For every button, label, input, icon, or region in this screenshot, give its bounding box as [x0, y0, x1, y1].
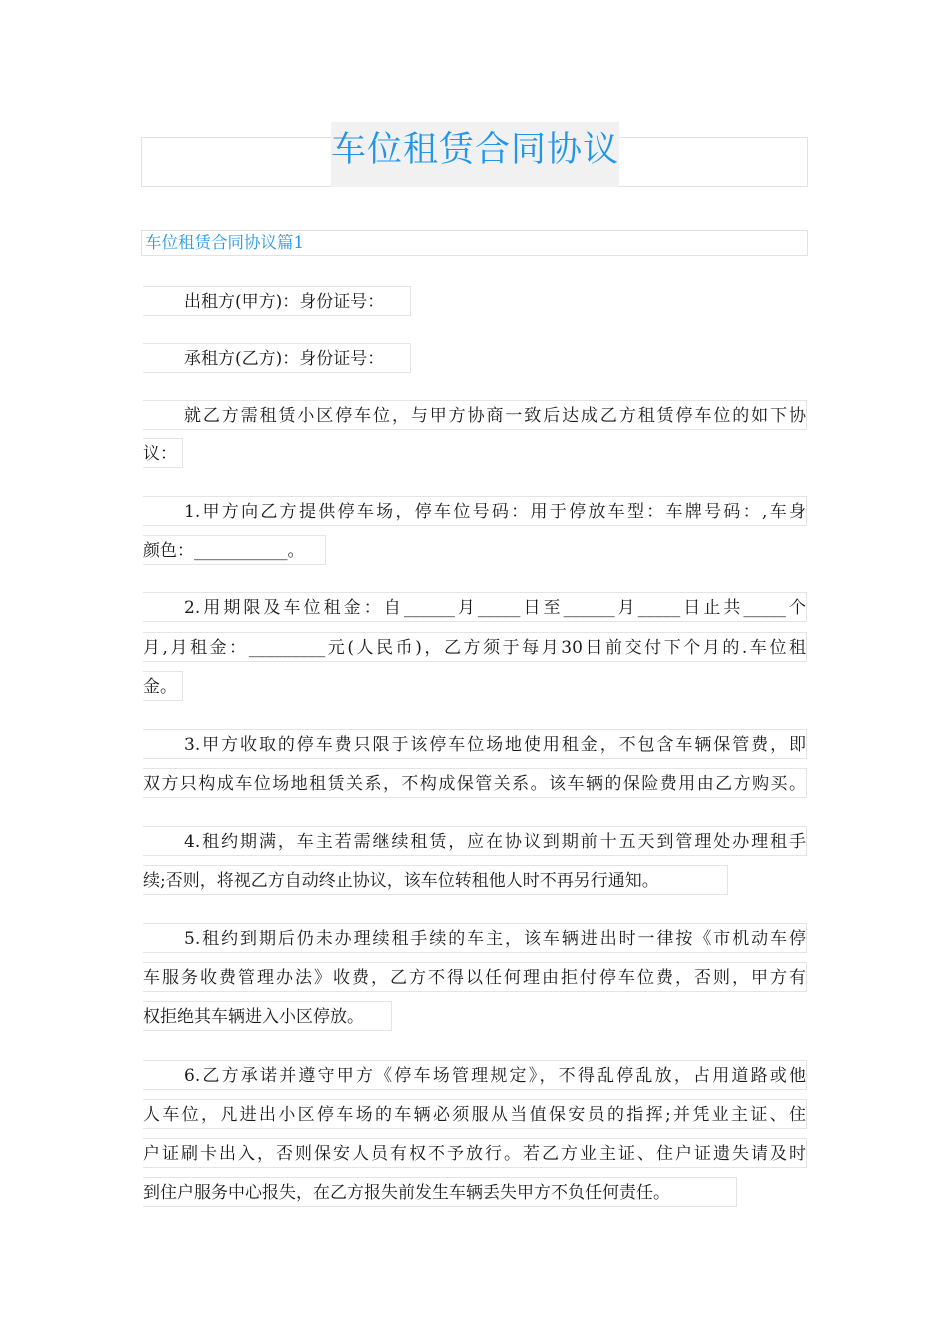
clause-5-line-2: 车服务收费管理办法》收费，乙方不得以任何理由拒付停车位费，否则，甲方有	[143, 962, 807, 992]
lessor-line: 出租方(甲方)：身份证号：	[143, 286, 411, 316]
clause-5-line-3: 权拒绝其车辆进入小区停放。	[143, 1001, 392, 1031]
clause-2-line-1: 2.用期限及车位租金：自______月_____日至______月_____日止共_____个	[143, 592, 807, 622]
clause-6-line-1: 6.乙方承诺并遵守甲方《停车场管理规定》，不得乱停乱放，占用道路或他	[143, 1060, 807, 1090]
clause-6-line-3: 户证刷卡出入，否则保安人员有权不予放行。若乙方业主证、住户证遗失请及时	[143, 1138, 807, 1168]
clause-2-line-2: 月,月租金：_________元(人民币)，乙方须于每月30日前交付下个月的.车位租	[143, 632, 807, 662]
clause-3-line-1: 3.甲方收取的停车费只限于该停车位场地使用租金，不包含车辆保管费，即	[143, 729, 807, 759]
clause-4-line-1: 4.租约期满，车主若需继续租赁，应在协议到期前十五天到管理处办理租手	[143, 826, 807, 856]
clause-3-line-2: 双方只构成车位场地租赁关系，不构成保管关系。该车辆的保险费用由乙方购买。	[143, 768, 807, 798]
document-title: 车位租赁合同协议	[331, 130, 620, 170]
clause-4-line-2: 续;否则，将视乙方自动终止协议，该车位转租他人时不再另行通知。	[143, 865, 728, 895]
section-heading: 车位租赁合同协议篇1	[141, 230, 808, 256]
clause-1-line-2: 颜色：___________。	[143, 535, 326, 565]
clause-6-line-2: 人车位，凡进出小区停车场的车辆必须服从当值保安员的指挥;并凭业主证、住	[143, 1099, 807, 1129]
intro-line-2: 议：	[143, 438, 183, 468]
lessee-line: 承租方(乙方)：身份证号：	[143, 343, 411, 373]
clause-6-line-4: 到住户服务中心报失，在乙方报失前发生车辆丢失甲方不负任何责任。	[143, 1177, 737, 1207]
clause-5-line-1: 5.租约到期后仍未办理续租手续的车主，该车辆进出时一律按《市机动车停	[143, 923, 807, 953]
clause-2-line-3: 金。	[143, 671, 183, 701]
clause-1-line-1: 1.甲方向乙方提供停车场，停车位号码：用于停放车型：车牌号码：,车身	[143, 496, 807, 526]
intro-line-1: 就乙方需租赁小区停车位，与甲方协商一致后达成乙方租赁停车位的如下协	[143, 400, 807, 430]
